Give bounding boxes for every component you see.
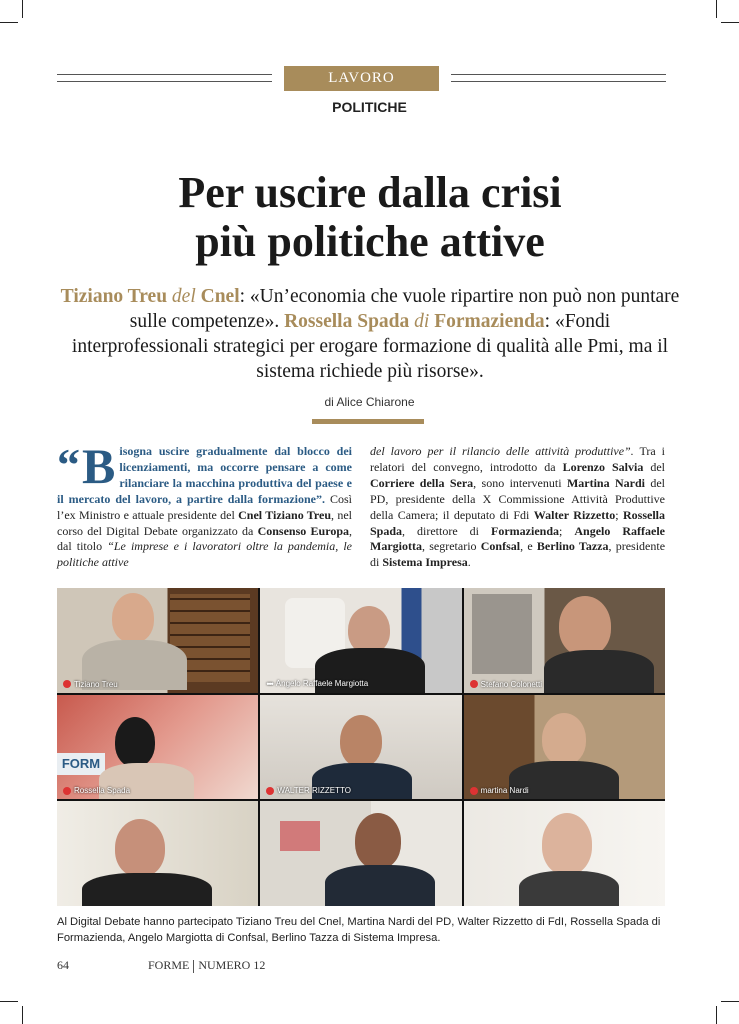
crop-mark	[22, 0, 23, 18]
section-rule-right	[451, 74, 666, 82]
tile-label: Tiziano Treu	[63, 680, 118, 689]
video-call-photo	[57, 588, 665, 906]
article-text: del PD, presidente della X Commissione Attività Produttive della Camera; il deputato di Fdi	[370, 475, 665, 522]
deck-org-2: Formazienda	[434, 311, 545, 332]
deck-quote-2: : «Fondi interprofessionali strategici per erogare formazione di qualità alle Pmi, ma il sistema richiede più risorse».	[71, 311, 669, 382]
more-icon: •••	[266, 678, 273, 689]
article-text: , direttore di	[402, 523, 492, 538]
article-bold: Rossella Spada	[370, 507, 665, 538]
deck-name-1: Tiziano Treu	[60, 286, 168, 307]
person-head	[115, 819, 165, 877]
video-tile	[260, 801, 461, 906]
article-text: ;	[559, 523, 575, 538]
headline	[60, 168, 680, 266]
article-bold: Formazienda	[491, 523, 560, 538]
page-number: 64	[57, 958, 69, 972]
article-text: , e	[520, 539, 537, 554]
mic-icon	[63, 787, 71, 795]
article-text: ;	[615, 507, 623, 522]
article-lead: isogna uscire gradualmente dal blocco dei licenziamenti, ma occorre pensare a come rilanciare la macchina produttiva del paese e il mercato del lavoro, a partire dalla formazione”.	[57, 444, 352, 506]
article-text: Tra i relatori del convegno, introdotto da	[370, 444, 666, 474]
video-tile	[464, 801, 665, 906]
person-body	[325, 865, 435, 906]
video-tile	[464, 588, 665, 693]
article-text: , segretario	[421, 539, 481, 554]
deck-org-1: Cnel	[200, 286, 240, 307]
person-head	[340, 715, 382, 767]
article-bold: Lorenzo Salvia	[562, 459, 644, 474]
article-text: , presidente di	[370, 539, 666, 570]
subsection-label: POLITICHE	[332, 99, 407, 115]
formazienda-sign: FORM	[57, 753, 105, 775]
person-head	[115, 717, 155, 767]
mic-icon	[470, 680, 478, 688]
deck-del: del	[171, 286, 196, 307]
article-italic: “Le imprese e i lavoratori oltre la pandemia, le politiche attive	[57, 539, 353, 570]
crop-mark	[0, 1001, 18, 1002]
crop-mark	[0, 22, 18, 23]
crop-mark	[716, 1006, 717, 1024]
deck-di: di	[414, 311, 430, 332]
article-text: Così l’ex Ministro e attuale presidente del	[57, 491, 352, 522]
tile-label: Stefano Colonetti	[470, 680, 542, 689]
article-text: del	[643, 459, 665, 474]
article-bold: Angelo Raffaele Margiotta	[370, 523, 666, 554]
crop-mark	[716, 0, 717, 18]
issue-number: NUMERO 12	[198, 958, 266, 972]
deck-name-2: Rossella Spada	[284, 311, 410, 332]
quote-mark-icon: “	[57, 439, 80, 490]
mic-icon	[63, 680, 71, 688]
deck	[60, 284, 680, 384]
video-tile	[57, 801, 258, 906]
person-body	[519, 871, 619, 906]
person-body	[544, 650, 654, 693]
crop-mark	[721, 22, 739, 23]
byline: di Alice Chiarone	[324, 395, 415, 409]
article-column-right	[370, 444, 665, 571]
video-tile	[260, 588, 461, 693]
mic-icon	[266, 787, 274, 795]
article-column-left	[57, 438, 353, 571]
person-head	[348, 606, 390, 654]
deck-quote-1: : «Un’economia che vuole ripartire non può non puntare sulle competenze».	[129, 286, 680, 332]
tile-label: ••• Angelo Raffaele Margiotta	[266, 678, 369, 689]
article-text: , dal titolo	[57, 523, 352, 554]
footer-separator	[193, 960, 194, 973]
article-bold: Martina Nardi	[566, 475, 645, 490]
article-bold: Berlino Tazza	[536, 539, 609, 554]
person-head	[542, 713, 586, 765]
wall-picture	[280, 821, 320, 851]
article-bold: Corriere della Sera	[370, 475, 474, 490]
article-bold: Confsal	[480, 539, 521, 554]
headline-line-1: Per uscire dalla crisi	[178, 168, 562, 217]
person-head	[542, 813, 592, 875]
headline-line-2: più politiche attive	[195, 217, 545, 266]
photo-caption: Al Digital Debate hanno partecipato Tiziano Treu del Cnel, Martina Nardi del PD, Walter Rizzetto di FdI, Rossella Spada di Formazienda, Angelo Margiotta di Confsal, Berlino Tazza di Sistema Impresa.	[57, 916, 661, 944]
person-body	[82, 873, 212, 906]
section-tag: LAVORO	[284, 66, 439, 91]
person-head	[559, 596, 611, 656]
byline-divider	[312, 419, 424, 424]
article-italic-cont: del lavoro per il rilancio delle attività produttive”.	[370, 444, 634, 458]
video-tile	[464, 695, 665, 800]
footer-magazine	[148, 958, 265, 973]
video-tile	[57, 588, 258, 693]
section-rule-left	[57, 74, 272, 82]
article-text: .	[467, 555, 471, 570]
article-bold: Sistema Impresa	[382, 555, 468, 570]
person-head	[112, 593, 154, 643]
crop-mark	[22, 1006, 23, 1024]
article-bold: Walter Rizzetto	[533, 507, 616, 522]
drop-cap: B	[82, 438, 116, 494]
article-text: , sono intervenuti	[473, 475, 567, 490]
tile-label: WALTER RIZZETTO	[266, 786, 351, 795]
video-tile	[260, 695, 461, 800]
tile-label: martina Nardi	[470, 786, 529, 795]
article-bold: Consenso Europa	[257, 523, 349, 538]
person-head	[355, 813, 401, 869]
photo-frame	[472, 594, 532, 674]
crop-mark	[721, 1001, 739, 1002]
article-text: , nel corso del Digital Debate organizzato da	[57, 507, 352, 538]
mic-icon	[470, 787, 478, 795]
article-bold: Cnel Tiziano Treu	[238, 507, 332, 522]
tile-label: Rossella Spada	[63, 786, 130, 795]
video-tile	[57, 695, 258, 800]
magazine-name: FORME	[148, 958, 190, 972]
